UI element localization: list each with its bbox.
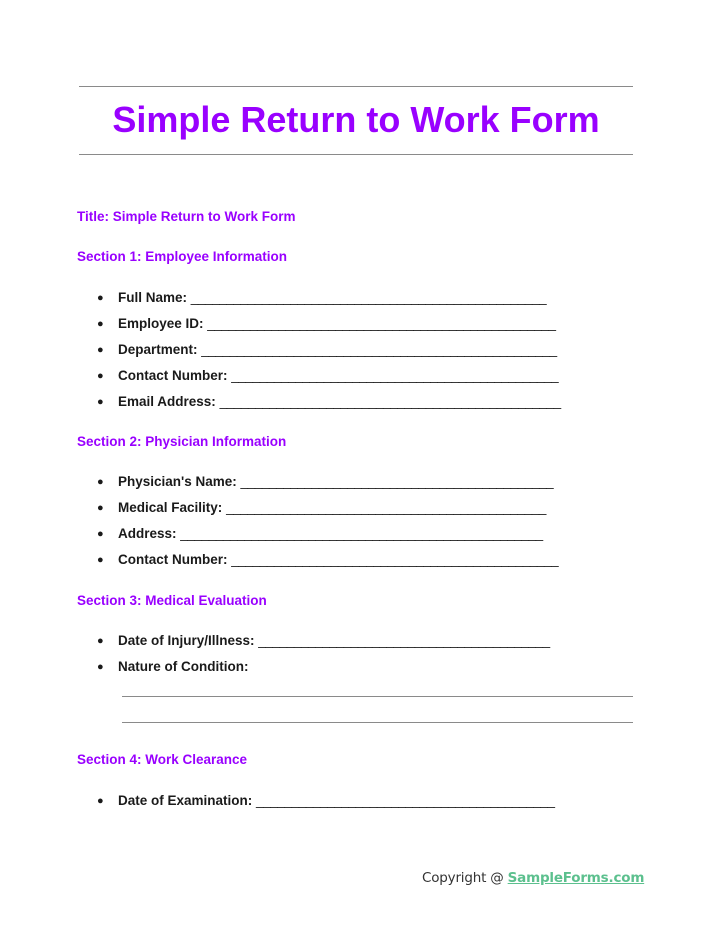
bullet-icon: ●: [97, 635, 104, 647]
field-label: Employee ID:: [118, 316, 204, 331]
title-bottom-divider: [79, 154, 633, 155]
field-blank[interactable]: ________________________________________________: [219, 394, 561, 409]
form-title-line: Title: Simple Return to Work Form: [77, 209, 296, 224]
field-department[interactable]: [97, 341, 557, 359]
field-blank[interactable]: _________________________________________________: [207, 316, 556, 331]
bullet-icon: ●: [97, 370, 104, 382]
bullet-icon: ●: [97, 554, 104, 566]
field-label: Medical Facility:: [118, 500, 223, 515]
field-employee-id[interactable]: [97, 315, 556, 333]
field-label: Full Name:: [118, 290, 188, 305]
field-blank[interactable]: _____________________________________________: [226, 500, 546, 515]
sampleforms-link[interactable]: SampleForms.com: [507, 870, 645, 886]
field-label: Date of Examination:: [118, 793, 253, 808]
bullet-icon: ●: [97, 795, 104, 807]
nature-of-condition-line-2[interactable]: [122, 722, 633, 723]
field-label: Physician's Name:: [118, 474, 237, 489]
section-1-heading: Section 1: Employee Information: [77, 249, 288, 264]
section-3-heading: Section 3: Medical Evaluation: [77, 593, 267, 608]
section-4-heading: Section 4: Work Clearance: [77, 752, 248, 767]
field-blank[interactable]: __________________________________________: [256, 793, 555, 808]
bullet-icon: ●: [97, 318, 104, 330]
bullet-icon: ●: [97, 476, 104, 488]
field-date-of-examination[interactable]: [97, 792, 555, 810]
copyright-prefix: Copyright @: [422, 870, 508, 886]
field-address[interactable]: [97, 525, 543, 543]
field-date-of-injury[interactable]: [97, 632, 550, 650]
field-label: Address:: [118, 526, 177, 541]
field-blank[interactable]: ____________________________________________: [240, 474, 554, 489]
field-label: Email Address:: [118, 394, 216, 409]
field-label: Contact Number:: [118, 368, 228, 383]
field-nature-of-condition: [97, 658, 248, 676]
field-label: Contact Number:: [118, 552, 228, 567]
bullet-icon: ●: [97, 502, 104, 514]
document-title: Simple Return to Work Form: [112, 99, 600, 140]
field-blank[interactable]: _________________________________________: [258, 633, 550, 648]
field-label: Department:: [118, 342, 198, 357]
nature-of-condition-line-1[interactable]: [122, 696, 633, 697]
field-label: Nature of Condition:: [118, 659, 249, 674]
bullet-icon: ●: [97, 528, 104, 540]
field-email-address[interactable]: [97, 393, 561, 411]
bullet-icon: ●: [97, 661, 104, 673]
field-blank[interactable]: ______________________________________________: [231, 368, 559, 383]
field-physician-contact-number[interactable]: [97, 551, 558, 569]
field-blank[interactable]: ______________________________________________: [231, 552, 559, 567]
title-top-divider: [79, 86, 633, 87]
field-contact-number[interactable]: [97, 367, 558, 385]
field-medical-facility[interactable]: [97, 499, 546, 517]
field-label: Date of Injury/Illness:: [118, 633, 255, 648]
bullet-icon: ●: [97, 344, 104, 356]
copyright-footer: [422, 869, 644, 887]
field-physician-name[interactable]: [97, 473, 553, 491]
field-full-name[interactable]: [97, 289, 546, 307]
field-blank[interactable]: ___________________________________________________: [180, 526, 543, 541]
field-blank[interactable]: __________________________________________________: [190, 290, 547, 305]
field-blank[interactable]: __________________________________________________: [201, 342, 557, 357]
section-2-heading: Section 2: Physician Information: [77, 434, 287, 449]
bullet-icon: ●: [97, 396, 104, 408]
bullet-icon: ●: [97, 292, 104, 304]
